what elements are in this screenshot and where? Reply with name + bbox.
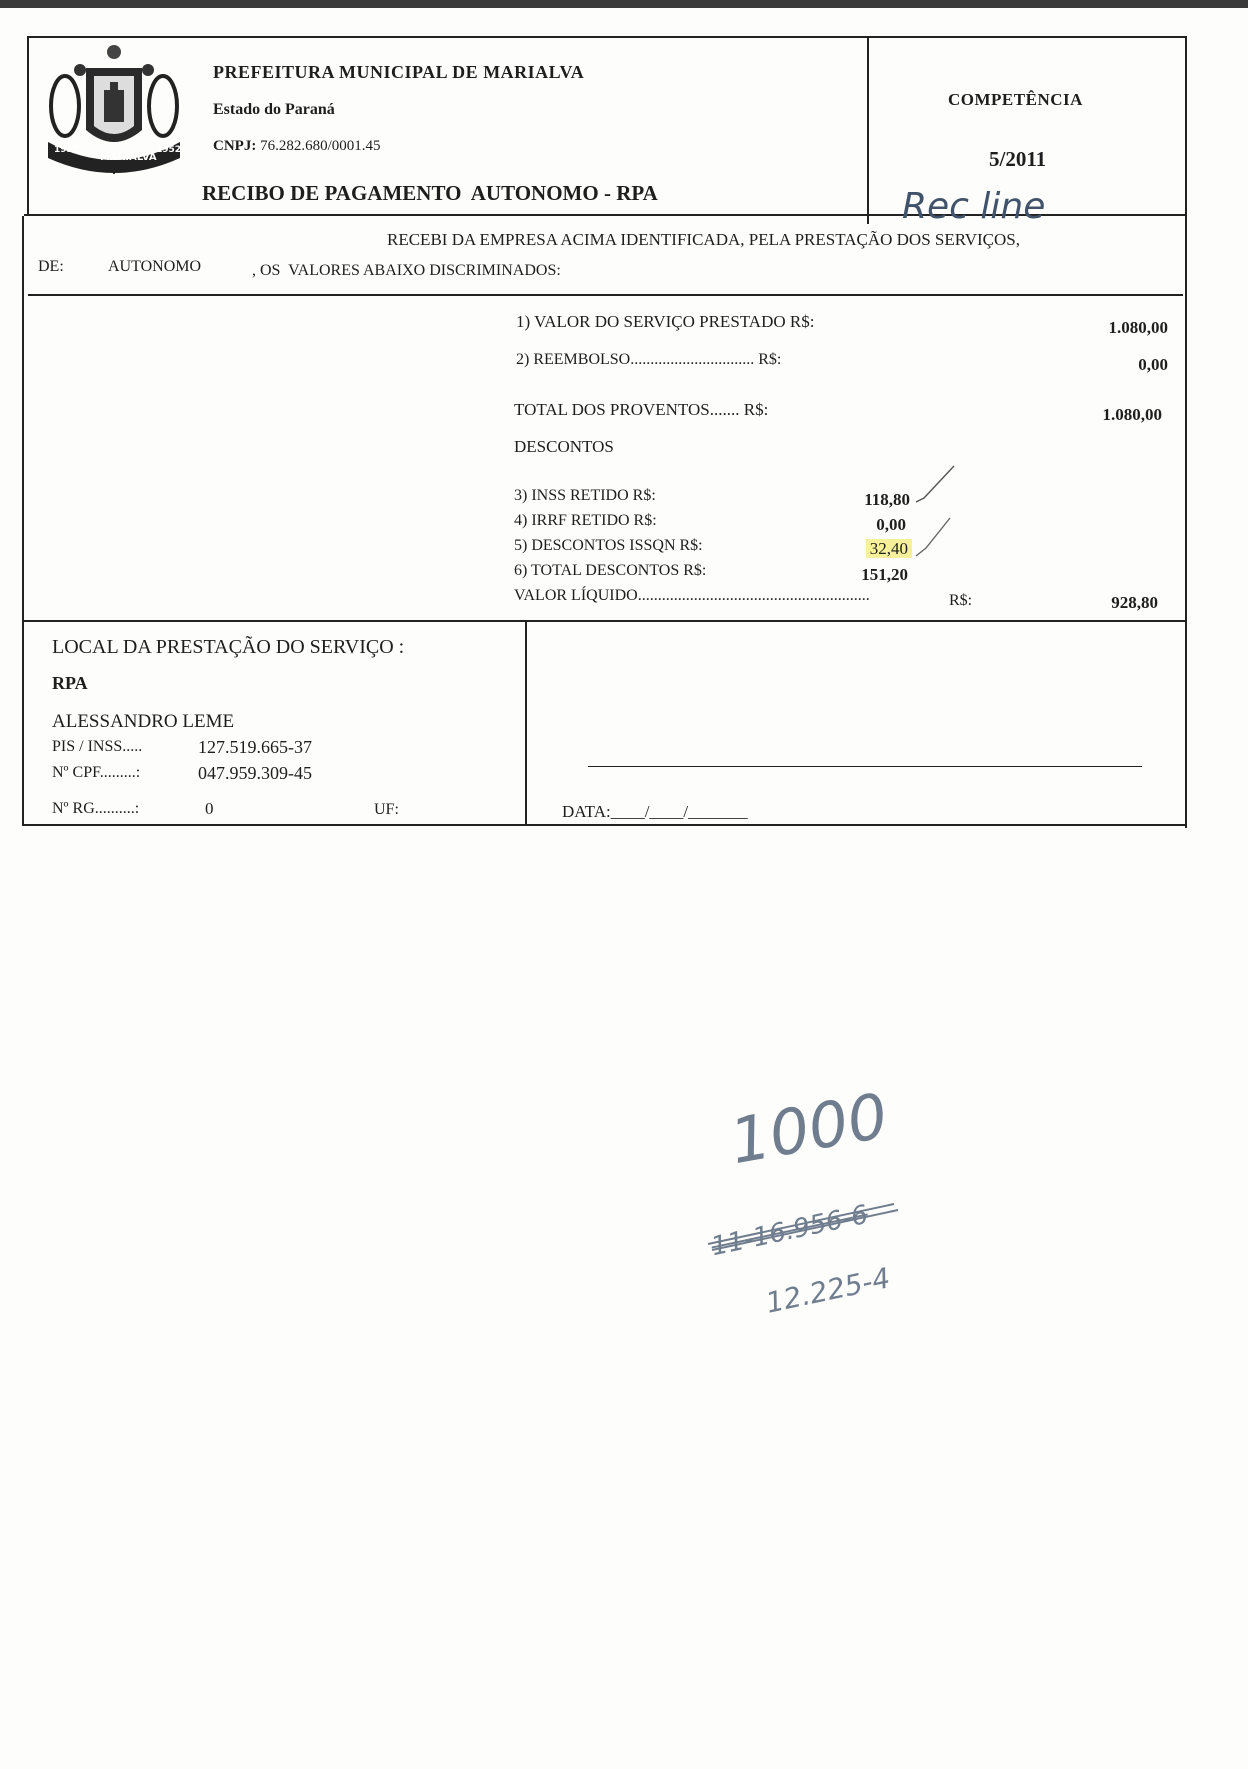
cnpj [213, 138, 381, 155]
person-name: ALESSANDRO LEME [52, 711, 235, 732]
rg-label: Nº RG..........: [52, 800, 140, 817]
liquido-label: VALOR LÍQUIDO.......................................................... [514, 587, 870, 604]
date-label-text: DATA: [562, 802, 611, 821]
item2-label: 2) REEMBOLSO............................... R$: [516, 351, 782, 368]
item1-label: 1) VALOR DO SERVIÇO PRESTADO R$: [516, 312, 815, 331]
frame-left-lower [22, 216, 24, 826]
cpf-value: 047.959.309-45 [198, 763, 312, 783]
svg-text:1951: 1951 [54, 145, 80, 155]
item5-value [800, 539, 912, 559]
pencil-note-struck-text: 11-16.956-6 [708, 1199, 871, 1263]
frame-right [1185, 36, 1187, 828]
uf-label: UF: [374, 801, 399, 818]
item6-label: 6) TOTAL DESCONTOS R$: [514, 562, 707, 579]
values-bottom-line [24, 620, 1185, 622]
handwritten-note: Rec line [902, 186, 1046, 227]
pis-label: PIS / INSS..... [52, 738, 143, 755]
check-mark-icon [914, 462, 974, 572]
org-name: PREFEITURA MUNICIPAL DE MARIALVA [213, 62, 585, 82]
coat-of-arms-icon [40, 38, 188, 174]
liquido-currency: R$: [949, 592, 973, 609]
item4-value: 0,00 [876, 515, 906, 534]
state-name: Estado do Paraná [213, 101, 335, 118]
pencil-note-1000: 1000 [724, 1078, 893, 1179]
footer-divider [525, 622, 527, 825]
liquido-value: 928,80 [1111, 593, 1158, 612]
frame-top [28, 36, 1186, 38]
rg-value: 0 [205, 799, 214, 818]
item4-label: 4) IRRF RETIDO R$: [514, 512, 657, 529]
descontos-label: DESCONTOS [514, 437, 614, 456]
svg-text:MARIALVA: MARIALVA [100, 152, 157, 163]
date-blank: ____/____/_______ [610, 802, 748, 821]
cnpj-value: 76.282.680/0001.45 [260, 138, 381, 154]
pencil-note-2: 12.225-4 [762, 1261, 893, 1320]
strike-scribble-icon [704, 1196, 904, 1256]
total-proventos-label: TOTAL DOS PROVENTOS....... R$: [514, 400, 769, 419]
item5-label: 5) DESCONTOS ISSQN R$: [514, 537, 703, 554]
de-label: DE: [38, 258, 64, 275]
item3-value: 118,80 [864, 490, 910, 509]
frame-bottom [22, 824, 1187, 826]
competencia-label: COMPETÊNCIA [948, 90, 1083, 109]
item3-label: 3) INSS RETIDO R$: [514, 487, 656, 504]
total-proventos-value: 1.080,00 [1102, 405, 1162, 424]
local-value: RPA [52, 673, 88, 693]
header-divider [867, 38, 869, 224]
pis-value: 127.519.665-37 [198, 737, 312, 757]
item2-value: 0,00 [1138, 355, 1168, 374]
cnpj-label: CNPJ: [213, 138, 257, 154]
local-label: LOCAL DA PRESTAÇÃO DO SERVIÇO : [52, 636, 405, 658]
item6-value: 151,20 [861, 565, 908, 584]
receipt-bottom-line [28, 294, 1183, 296]
receipt-line-1: RECEBI DA EMPRESA ACIMA IDENTIFICADA, PELA PRESTAÇÃO DOS SERVIÇOS, [387, 230, 1020, 249]
issqn-highlight: 32,40 [866, 539, 912, 558]
item1-value: 1.080,00 [1108, 318, 1168, 337]
signature-line [588, 766, 1142, 767]
date-label [562, 802, 748, 822]
receipt-line-2: , OS VALORES ABAIXO DISCRIMINADOS: [252, 262, 561, 279]
svg-text:1952: 1952 [156, 145, 182, 155]
cpf-label: Nº CPF.........: [52, 764, 141, 781]
competencia-value: 5/2011 [989, 147, 1047, 171]
de-value: AUTONOMO [108, 258, 202, 275]
municipal-seal [40, 38, 188, 174]
page-title: RECIBO DE PAGAMENTO AUTONOMO - RPA [202, 181, 658, 205]
frame-left [27, 36, 29, 216]
scan-top-edge [0, 0, 1248, 8]
